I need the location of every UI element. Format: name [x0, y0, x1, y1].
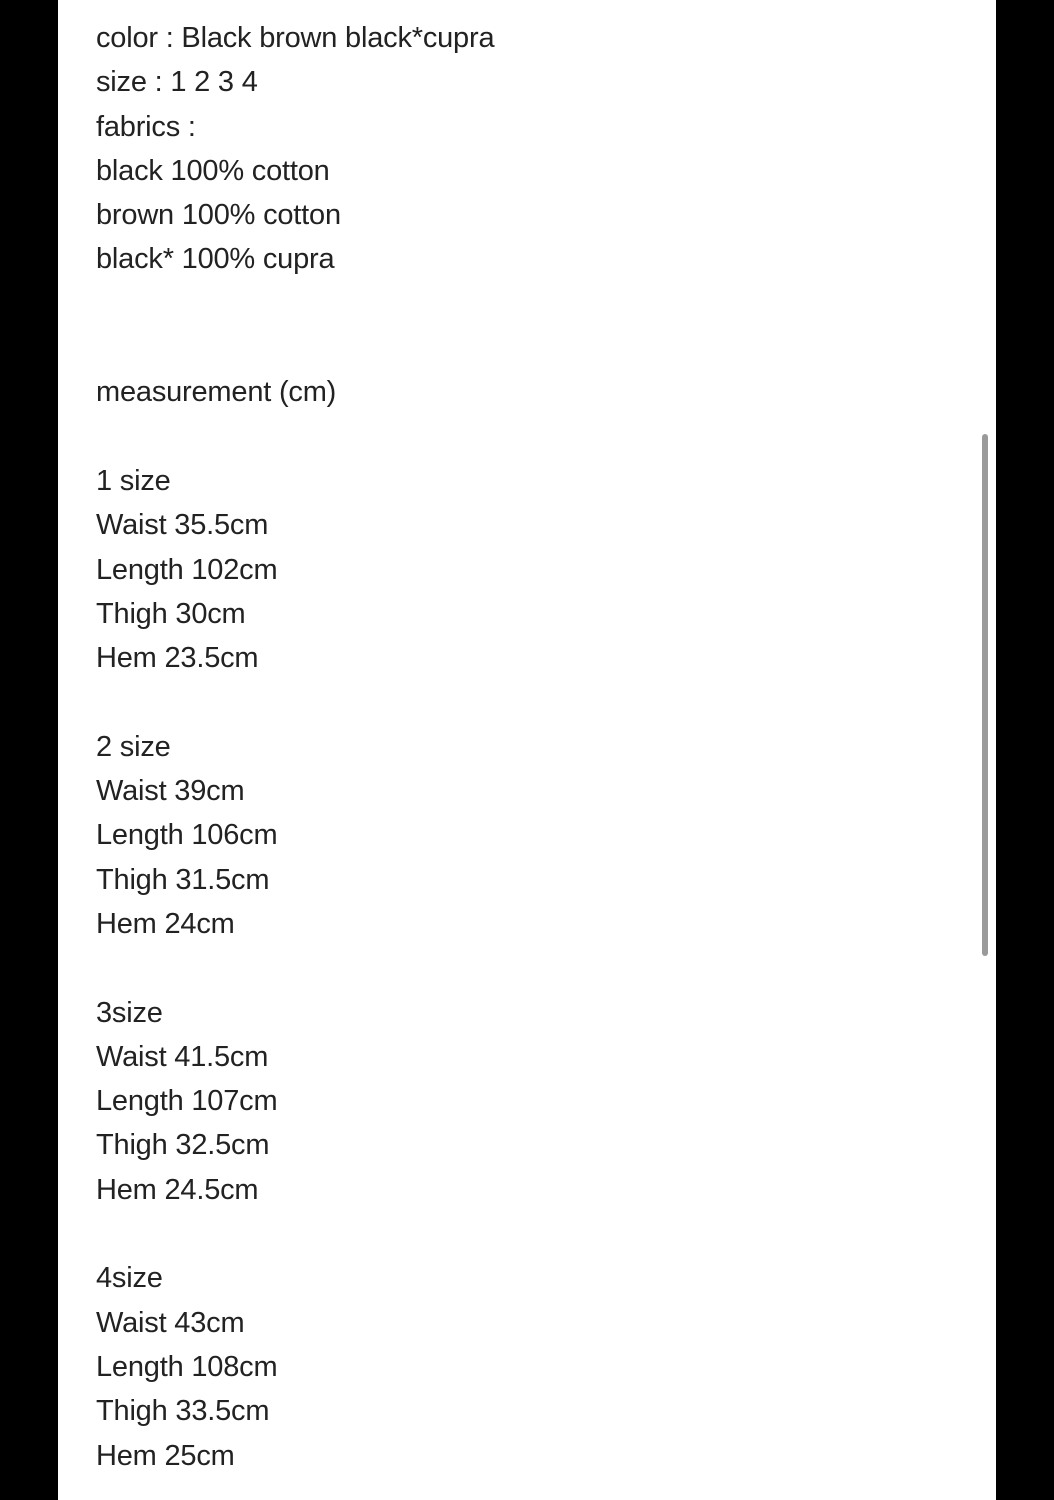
fabric-black: black 100% cotton	[96, 154, 330, 187]
size-label: 4size	[96, 1262, 163, 1295]
waist-value: Waist 41.5cm	[96, 1040, 269, 1073]
spacer	[96, 680, 494, 724]
size-block-4	[96, 1256, 494, 1477]
waist-value: Waist 39cm	[96, 775, 245, 808]
size-label: 3size	[96, 996, 163, 1029]
length-value: Length 108cm	[96, 1350, 278, 1383]
hem-value: Hem 24.5cm	[96, 1173, 259, 1206]
size-block-3	[96, 991, 494, 1212]
fabrics-label: fabrics :	[96, 110, 196, 143]
scrollbar-thumb[interactable]	[982, 434, 988, 956]
description-text	[96, 16, 494, 1478]
size-block-2	[96, 725, 494, 946]
fabric-black-cupra: black* 100% cupra	[96, 243, 335, 276]
measurement-heading: measurement (cm)	[96, 376, 337, 409]
thigh-value: Thigh 33.5cm	[96, 1395, 270, 1428]
waist-value: Waist 35.5cm	[96, 509, 269, 542]
length-value: Length 106cm	[96, 819, 278, 852]
product-description-page	[58, 0, 996, 1500]
color-line: color : Black brown black*cupra	[96, 22, 495, 54]
thigh-value: Thigh 32.5cm	[96, 1129, 270, 1162]
size-label: 2 size	[96, 730, 171, 763]
size-label: 1 size	[96, 464, 171, 497]
size-line: size : 1 2 3 4	[96, 66, 258, 99]
spacer	[96, 282, 494, 371]
hem-value: Hem 25cm	[96, 1439, 235, 1472]
fabric-brown: brown 100% cotton	[96, 199, 341, 232]
thigh-value: Thigh 30cm	[96, 597, 246, 630]
waist-value: Waist 43cm	[96, 1306, 245, 1339]
thigh-value: Thigh 31.5cm	[96, 863, 270, 896]
spacer	[96, 415, 494, 459]
size-block-1	[96, 459, 494, 680]
length-value: Length 107cm	[96, 1085, 278, 1118]
spacer	[96, 1212, 494, 1256]
length-value: Length 102cm	[96, 553, 278, 586]
spacer	[96, 946, 494, 990]
hem-value: Hem 23.5cm	[96, 642, 259, 675]
hem-value: Hem 24cm	[96, 907, 235, 940]
